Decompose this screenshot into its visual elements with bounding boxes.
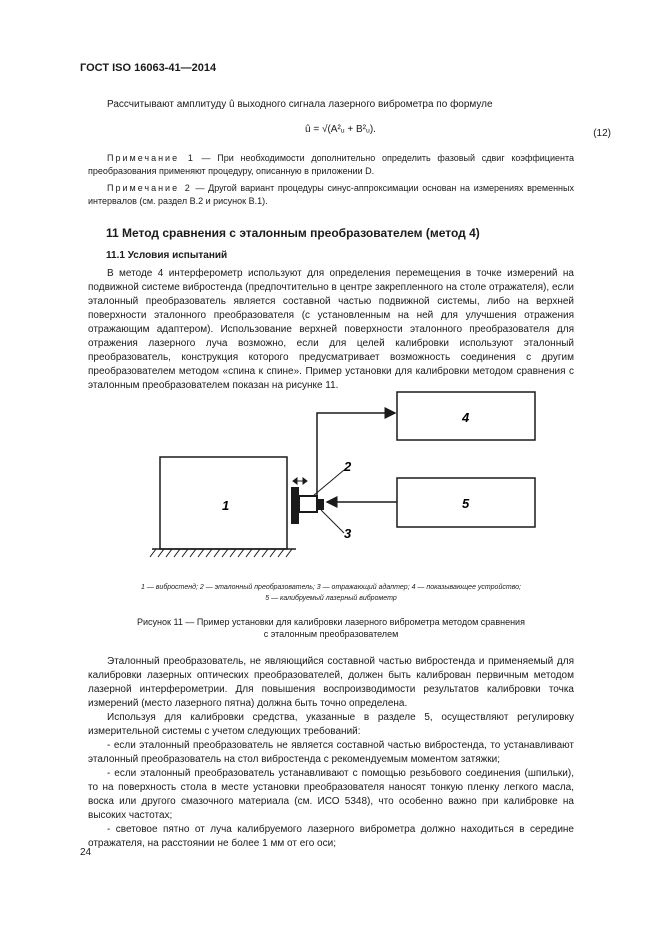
- note-1-text: — При необходимости дополнительно определить фазовый сдвиг коэффициента преобразования применяют процедуру, описанную в приложении D.: [88, 153, 574, 176]
- formula-intro: Рассчитывают амплитуду û выходного сигнала лазерного виброметра по формуле: [107, 99, 493, 110]
- subsection-title: 11.1 Условия испытаний: [106, 250, 228, 261]
- page-number: 24: [80, 847, 92, 858]
- label-3: 3: [344, 526, 352, 541]
- figure-caption: [88, 616, 574, 640]
- paragraph-reference-calibration: Эталонный преобразователь, не являющийся составной частью вибростенда и применяемый для калибровки лазерных оптических преобразователей, должен быть калиброван первичным методом лазерной интерферометрии. Для повышения воспроизводимости результатов калибровки точка измерений (место лазерного пятна) должна быть точно определена.: [88, 656, 574, 709]
- reference-transducer: [299, 496, 317, 512]
- legend-line-1: 1 — вибростенд; 2 — эталонный преобразователь; 3 — отражающий адаптер; 4 — показывающее устройство;: [140, 584, 522, 591]
- label-1: 1: [222, 498, 230, 513]
- figure-11-diagram: [0, 380, 661, 580]
- formula-lhs: û: [305, 124, 311, 135]
- ground-hatching: [150, 549, 292, 557]
- requirements-list: [88, 739, 574, 851]
- note-1: [88, 152, 574, 178]
- shaker-table: [291, 487, 299, 524]
- list-item: - световое пятно от луча калибруемого лазерного виброметра должно находиться в середине отражателя, на расстоянии не более 1 мм от его оси;: [88, 824, 574, 849]
- signal-cable: [317, 413, 395, 496]
- caption-line-2: с эталонным преобразователем: [263, 629, 399, 639]
- section-title: 11 Метод сравнения с эталонным преобразователем (метод 4): [106, 226, 480, 240]
- note-2-label: Примечание 2: [107, 183, 192, 193]
- formula-equals: =: [313, 124, 322, 135]
- vibration-arrow: [293, 478, 307, 484]
- note-1-label: Примечание 1: [107, 153, 195, 163]
- list-item: - если эталонный преобразователь устанавливают с помощью резьбового соединения (шпильки), то на поверхность стола в месте установки преобразователя наносят тонкую пленку легкого масла, воска или другого смазочного материала (см. ИСО 5348), что особенно важно при калибровке на высоких частотах;: [88, 768, 574, 821]
- label-5: 5: [462, 496, 470, 511]
- label-4: 4: [462, 410, 470, 425]
- list-item: - если эталонный преобразователь не является составной частью вибростенда, то устанавливают эталонный преобразователь на стол вибростенда с рекомендуемым моментом затяжки;: [88, 740, 574, 765]
- paragraph-requirements-intro: Используя для калибровки средства, указанные в разделе 5, осуществляют регулировку измерительной системы с учетом следующих требований:: [88, 712, 574, 737]
- figure-legend: [88, 582, 574, 604]
- formula-rhs: √(A²ᵤ + B²ᵤ).: [321, 124, 376, 135]
- caption-line-1: Рисунок 11 — Пример установки для калибровки лазерного виброметра методом сравнения: [137, 617, 525, 627]
- note-2-text: — Другой вариант процедуры синус-аппроксимации основан на измерениях временных интервалов (см. раздел В.2 и рисунок В.1).: [88, 183, 574, 206]
- reflective-adapter: [317, 499, 324, 510]
- label-2: 2: [344, 459, 352, 474]
- paragraph-method4: В методе 4 интерферометр используют для определения перемещения в точке измерений на подвижной системе вибростенда (предпочтительно в центре закрепленного на столе отражателя), если эталонный преобразователь является составной частью подвижной системы, либо на верхней поверхности эталонного преобразователя (с установленным на ней для улучшения отражения отражающим адаптером). Использование верхней поверхности эталонного преобразователя для отражения лазерного луча возможно, если для целей калибровки используют эталонный преобразователь, конструкция которого предусматривает возможность соединения с другим преобразователем методом «спина к спине». Пример установки для калибровки методом сравнения с эталонным преобразователем показан на рисунке 11.: [88, 268, 574, 391]
- document-header: ГОСТ ISO 16063-41—2014: [80, 62, 217, 74]
- note-2: [88, 182, 574, 208]
- legend-line-2: 5 — калибруемый лазерный виброметр: [265, 595, 397, 602]
- leader-3: [321, 510, 344, 533]
- formula-number: (12): [593, 128, 611, 139]
- formula-12: [305, 124, 376, 135]
